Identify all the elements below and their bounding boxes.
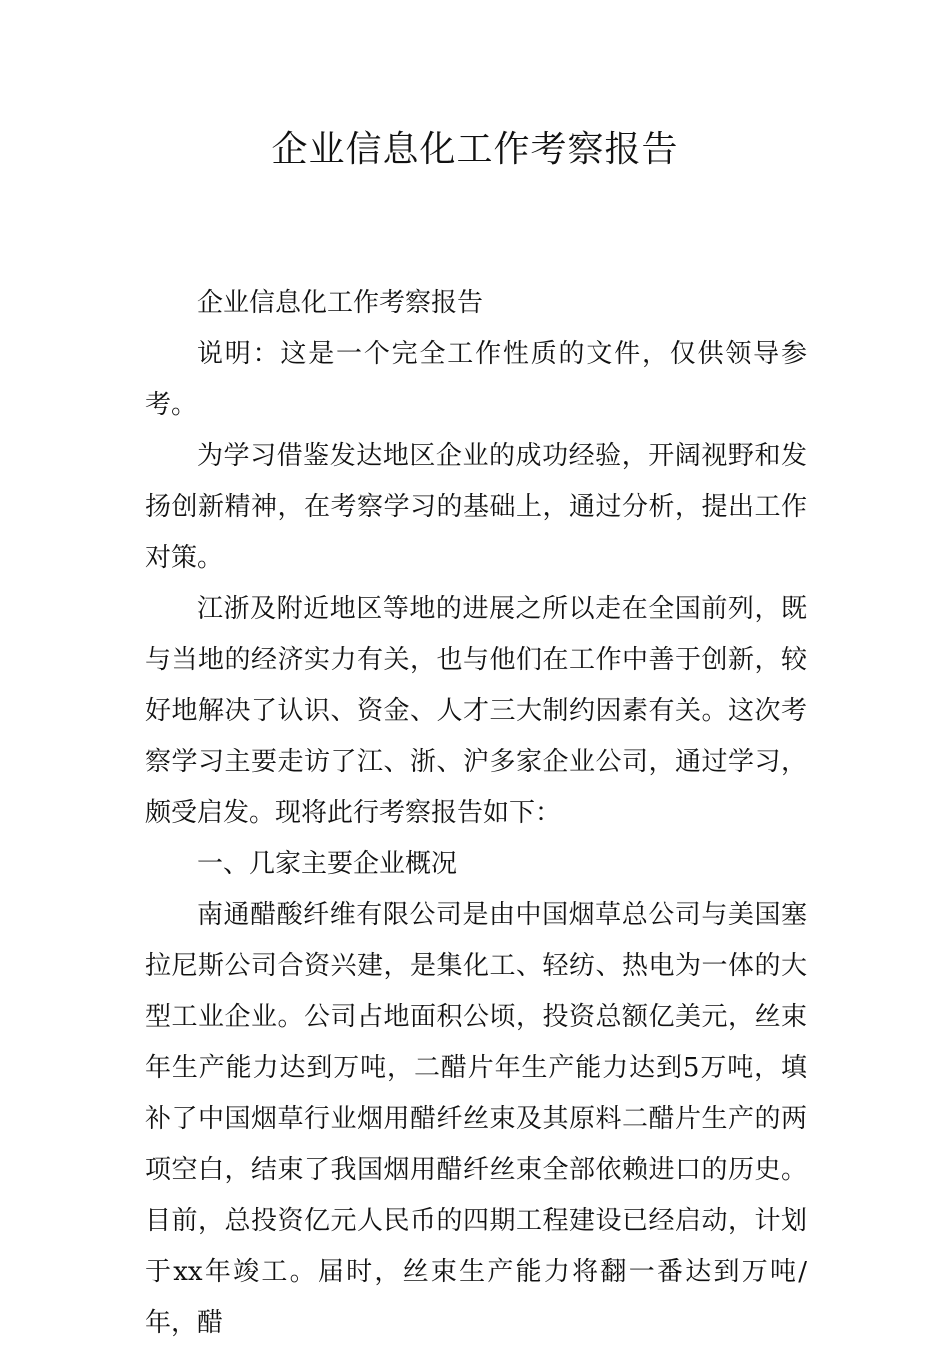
body-paragraph: 为学习借鉴发达地区企业的成功经验，开阔视野和发扬创新精神，在考察学习的基础上，通过分析，提出工作对策。	[145, 441, 807, 573]
note-paragraph: 说明：这是一个完全工作性质的文件，仅供领导参考。	[145, 339, 807, 420]
body-paragraph: 南通醋酸纤维有限公司是由中国烟草总公司与美国塞拉尼斯公司合资兴建，是集化工、轻纺、热电为一体的大型工业企业。公司占地面积公顷，投资总额亿美元，丝束年生产能力达到万吨，二醋片年生产能力达到5万吨，填补了中国烟草行业烟用醋纤丝束及其原料二醋片生产的两项空白，结束了我国烟用醋纤丝束全部依赖进口的历史。目前，总投资亿元人民币的四期工程建设已经启动，计划于xx年竣工。届时，丝束生产能力将翻一番达到万吨/年，醋	[145, 900, 807, 1338]
document-body	[145, 278, 807, 1349]
subtitle-paragraph: 企业信息化工作考察报告	[197, 288, 484, 318]
section-heading: 一、几家主要企业概况	[197, 849, 458, 879]
document-title: 企业信息化工作考察报告	[271, 129, 679, 170]
body-paragraph: 江浙及附近地区等地的进展之所以走在全国前列，既与当地的经济实力有关，也与他们在工作中善于创新，较好地解决了认识、资金、人才三大制约因素有关。这次考察学习主要走访了江、浙、沪多家企业公司，通过学习，颇受启发。现将此行考察报告如下：	[145, 594, 807, 828]
